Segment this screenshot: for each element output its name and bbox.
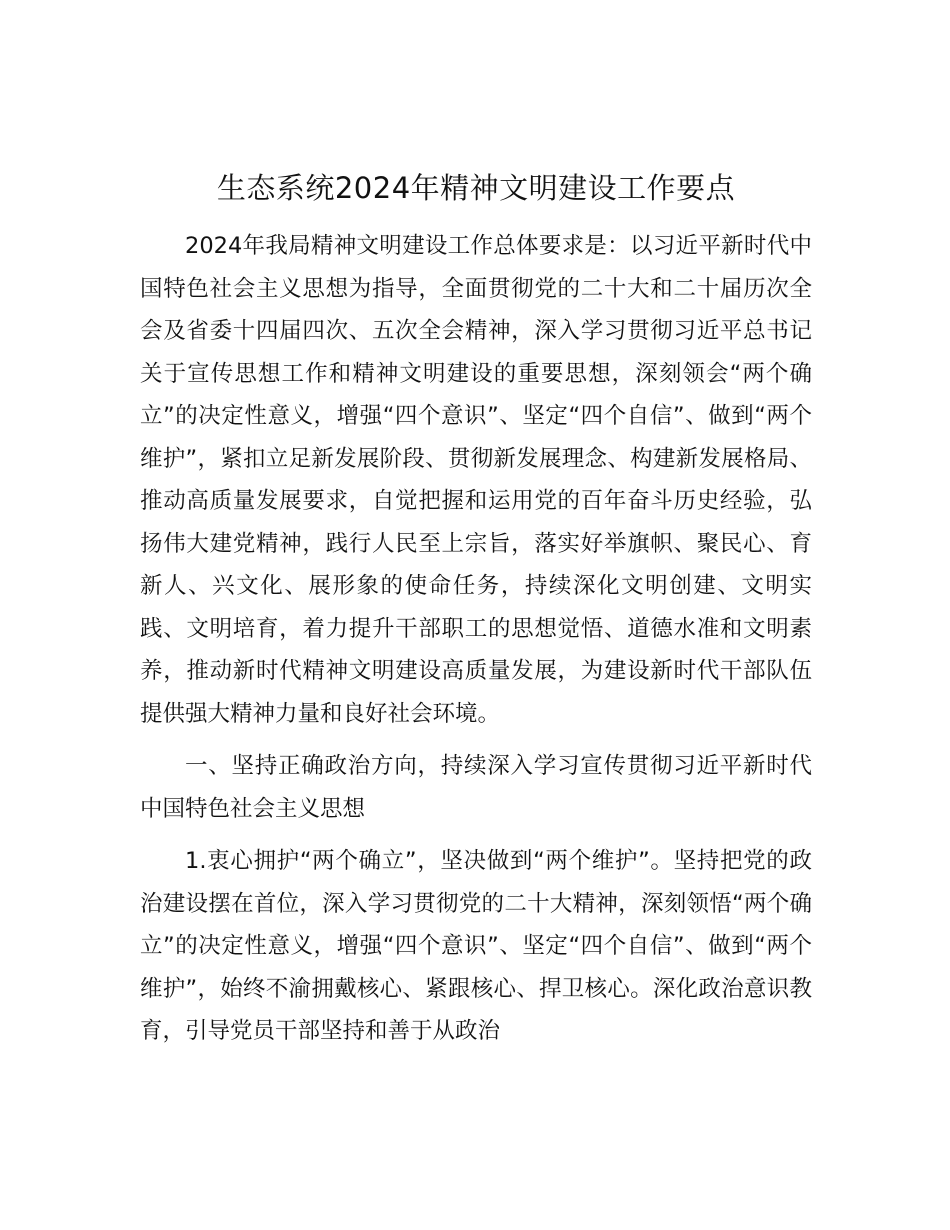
paragraph-general-requirements: 2024年我局精神文明建设工作总体要求是：以习近平新时代中国特色社会主义思想为指导，全面贯彻党的二十大和二十届历次全会及省委十四届四次、五次全会精神，深入学习贯彻习近平总书记关于宣传思想工作和精神文明建设的重要思想，深刻领会“两个确立”的决定性意义，增强“四个意识”、坚定“四个自信”、做到“两个维护”，紧扣立足新发展阶段、贯彻新发展理念、构建新发展格局、推动高质量发展要求，自觉把握和运用党的百年奋斗历史经验，弘扬伟大建党精神，践行人民至上宗旨，落实好举旗帜、聚民心、育新人、兴文化、展形象的使命任务，持续深化文明创建、文明实践、文明培育，着力提升干部职工的思想觉悟、道德水准和文明素养，推动新时代精神文明建设高质量发展，为建设新时代干部队伍提供强大精神力量和良好社会环境。 — [140, 233, 812, 727]
section-heading-1: 一、坚持正确政治方向，持续深入学习宣传贯彻习近平新时代中国特色社会主义思想 — [140, 753, 812, 822]
paragraph-item-1: 1.衷心拥护“两个确立”，坚决做到“两个维护”。坚持把党的政治建设摆在首位，深入学习贯彻党的二十大精神，深刻领悟“两个确立”的决定性意义，增强“四个意识”、坚定“四个自信”、做到“两个维护”，始终不渝拥戴核心、紧跟核心、捍卫核心。深化政治意识教育，引导党员干部坚持和善于从政治 — [140, 848, 812, 1044]
document-page — [140, 165, 812, 1053]
document-title: 生态系统2024年精神文明建设工作要点 — [216, 171, 736, 205]
